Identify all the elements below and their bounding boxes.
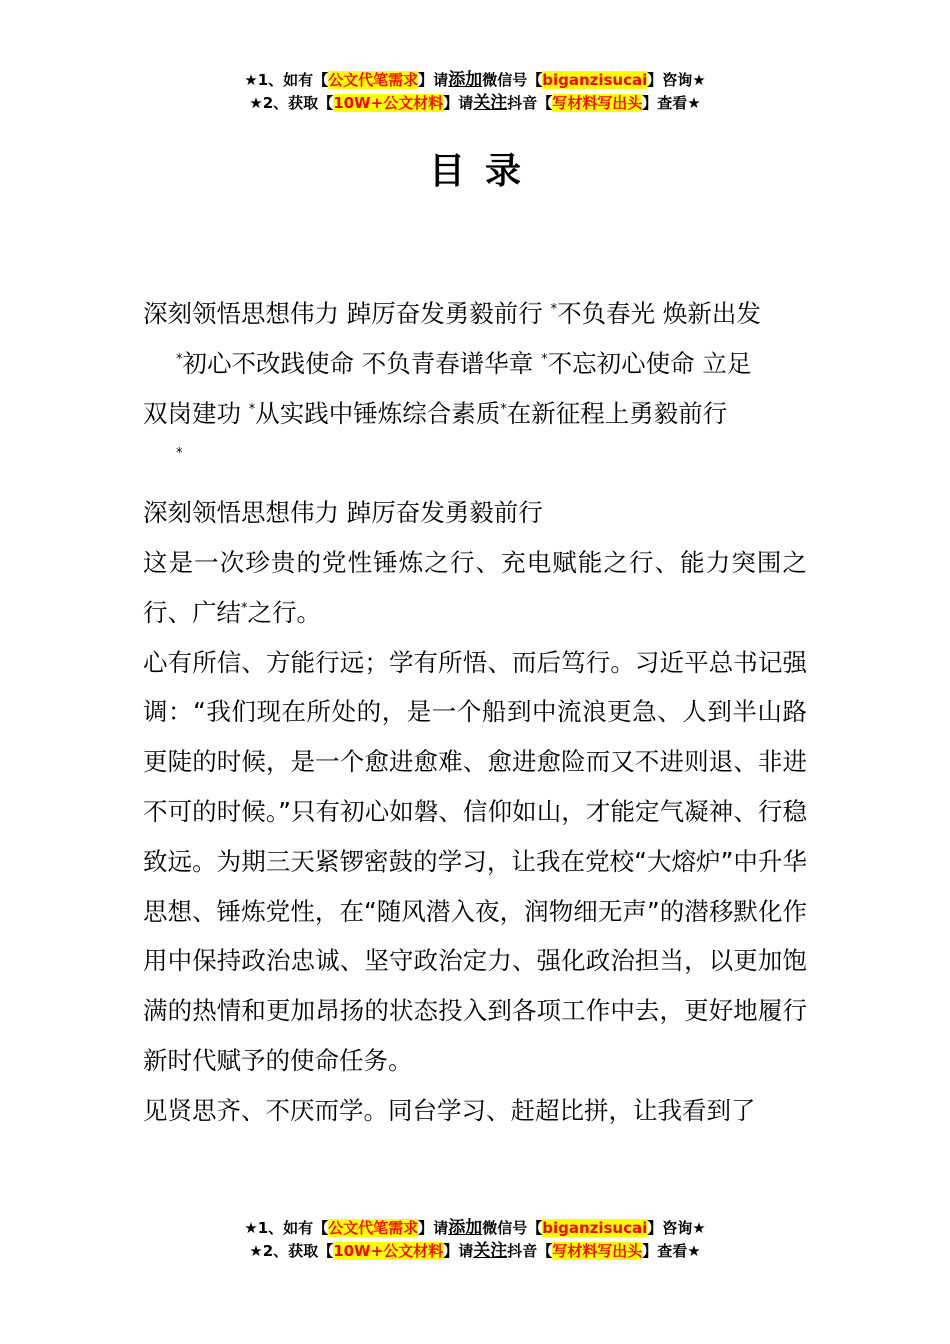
paragraph-text: 这是一次珍贵的党性锤炼之行、充电赋能之行、能力突围之行、广结 <box>143 547 807 627</box>
banner-text: ★2、获取【 <box>249 94 334 112</box>
banner-text: 】查看★ <box>642 94 701 112</box>
banner-highlight: 公文代笔需求 <box>328 71 419 89</box>
paragraph-text: 之行。 <box>247 597 321 627</box>
banner-wechat-id: biganzisucai <box>542 71 648 89</box>
banner-line-2 <box>0 1240 950 1263</box>
banner-text: 】请 <box>418 1219 449 1237</box>
banner-text: ★1、如有【 <box>244 1219 329 1237</box>
banner-line-2 <box>0 92 950 115</box>
banner-text: ★2、获取【 <box>249 1242 334 1260</box>
banner-text: 】查看★ <box>642 1242 701 1260</box>
banner-underline: 添加 <box>448 1218 483 1238</box>
banner-text: ★1、如有【 <box>244 71 329 89</box>
banner-text: 抖音【 <box>507 1242 553 1260</box>
banner-highlight: 10W+公文材料 <box>333 1242 444 1260</box>
paragraph: 心有所信、方能行远；学有所悟、而后笃行。习近平总书记强调：“我们现在所处的，是一个船到中流浪更急、人到半山路更陡的时候，是一个愈进愈难、愈进愈险而又不进则退、非进不可的时候。”只有初心如磐、信仰如山，才能定气凝神、行稳致远。为期三天紧锣密鼓的学习，让我在党校“大熔炉”中升华思想、锤炼党性，在“随风潜入夜，润物细无声”的潜移默化作用中保持政治忠诚、坚守政治定力、强化政治担当，以更加饱满的热情和更加昂扬的状态投入到各项工作中去，更好地履行新时代赋予的使命任务。 <box>143 647 807 1075</box>
toc-star: * <box>176 351 183 367</box>
document-body <box>143 289 807 1136</box>
footer-banner <box>0 1217 950 1263</box>
banner-highlight: 公文代笔需求 <box>328 1219 419 1237</box>
banner-text: 】请 <box>443 1242 474 1260</box>
header-banner <box>0 69 950 115</box>
banner-wechat-id: biganzisucai <box>542 1219 648 1237</box>
toc-entry: 不忘初心使命 立足 <box>547 348 752 378</box>
toc-entry: 不负春光 焕新出发 <box>557 299 761 328</box>
banner-line-1 <box>0 69 950 92</box>
banner-text: 】咨询★ <box>647 71 706 89</box>
toc-entry: 在新征程上勇毅前行 <box>506 398 728 428</box>
toc-star: * <box>550 301 558 317</box>
banner-text: 】咨询★ <box>647 1219 706 1237</box>
toc-star: * <box>248 401 256 417</box>
section-heading: 深刻领悟思想伟力 踔厉奋发勇毅前行 <box>143 498 543 528</box>
toc-star: * <box>541 351 548 367</box>
banner-highlight: 10W+公文材料 <box>333 94 444 112</box>
banner-underline: 关注 <box>473 93 508 113</box>
toc-line <box>143 339 807 389</box>
toc-entry: 从实践中锤炼综合素质 <box>255 398 501 428</box>
banner-text: 】请 <box>443 94 474 112</box>
paragraph <box>143 538 807 638</box>
banner-underline: 关注 <box>473 1241 508 1261</box>
banner-underline: 添加 <box>448 70 483 90</box>
toc-star: * <box>176 446 183 462</box>
banner-text: 微信号【 <box>482 71 543 89</box>
document-title: 目录 <box>428 151 541 192</box>
banner-douyin-id: 写材料写出头 <box>552 94 643 112</box>
banner-text: 抖音【 <box>507 94 553 112</box>
toc-entry: 深刻领悟思想伟力 踔厉奋发勇毅前行 <box>143 299 551 328</box>
banner-text: 】请 <box>418 71 449 89</box>
banner-douyin-id: 写材料写出头 <box>552 1242 643 1260</box>
table-of-contents <box>143 289 807 488</box>
banner-line-1 <box>0 1217 950 1240</box>
toc-entry: 双岗建功 <box>143 398 249 428</box>
toc-star: * <box>500 401 507 417</box>
paragraph: 见贤思齐、不厌而学。同台学习、赶超比拼，让我看到了 <box>143 1095 756 1125</box>
toc-line <box>143 289 807 339</box>
toc-line <box>143 389 807 439</box>
redaction-star: * <box>241 600 248 616</box>
banner-text: 微信号【 <box>482 1219 543 1237</box>
toc-line <box>143 438 807 488</box>
toc-entry: 初心不改践使命 不负青春谱华章 <box>182 348 542 378</box>
